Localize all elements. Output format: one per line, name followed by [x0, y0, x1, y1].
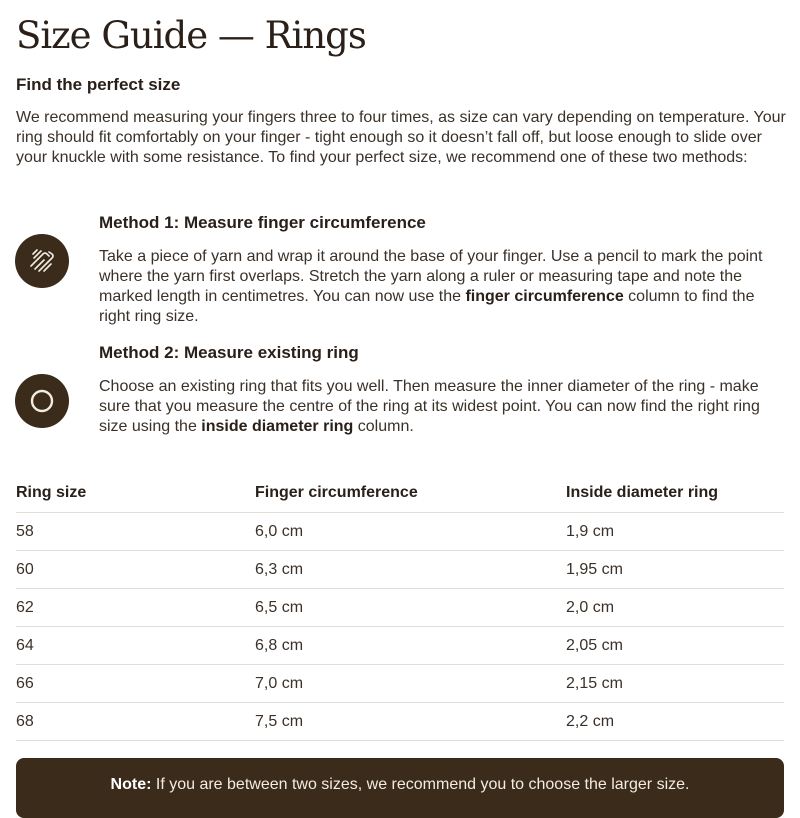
table-row	[16, 551, 784, 589]
ring-icon	[15, 374, 69, 428]
intro-paragraph: We recommend measuring your fingers three to four times, as size can vary depending on temperature. Your ring should fit comfortably on your finger - tight enough so it doesn’t fall off, but loose enough to slide over your knuckle with some resistance. To find your perfect size, we recommend one of these two methods:	[16, 109, 786, 166]
cell-inside-diameter: 2,15 cm	[566, 665, 784, 703]
cell-ring-size: 62	[16, 589, 255, 627]
method-1-highlight: finger circumference	[465, 288, 624, 305]
cell-finger-circumference: 6,8 cm	[255, 627, 566, 665]
cell-ring-size: 64	[16, 627, 255, 665]
method-1-title: Method 1: Measure finger circumference	[99, 213, 426, 232]
cell-inside-diameter: 2,05 cm	[566, 627, 784, 665]
method-1-text: Take a piece of yarn and wrap it around the base of your finger. Use a pencil to mark the point where the yarn first overlaps. Stretch the yarn along a ruler or measuring tape and note the marked length in centimetres. You can now use the finger circumference column to find the right ring size.	[99, 248, 763, 325]
cell-finger-circumference: 6,3 cm	[255, 551, 566, 589]
header-ring-size: Ring size	[16, 474, 255, 513]
size-table	[16, 474, 784, 741]
cell-finger-circumference: 7,0 cm	[255, 665, 566, 703]
note-label: Note:	[110, 776, 152, 793]
header-inside-diameter: Inside diameter ring	[566, 474, 784, 513]
cell-inside-diameter: 1,9 cm	[566, 513, 784, 551]
method-2-highlight: inside diameter ring	[201, 418, 354, 435]
cell-inside-diameter: 2,2 cm	[566, 703, 784, 741]
header-finger-circumference: Finger circumference	[255, 474, 566, 513]
cell-ring-size: 66	[16, 665, 255, 703]
cell-finger-circumference: 6,0 cm	[255, 513, 566, 551]
page-title: Size Guide — Rings	[16, 14, 366, 57]
method-2-title: Method 2: Measure existing ring	[99, 343, 359, 362]
method-2-text: Choose an existing ring that fits you well. Then measure the inner diameter of the ring - make sure that you measure the centre of the ring at its widest point. You can now find the right ring size using the inside diameter ring column.	[99, 378, 760, 435]
table-row	[16, 703, 784, 741]
cell-inside-diameter: 1,95 cm	[566, 551, 784, 589]
table-row	[16, 665, 784, 703]
table-header-row	[16, 474, 784, 513]
section-subtitle: Find the perfect size	[16, 75, 181, 94]
note-banner	[16, 758, 784, 818]
hand-measure-icon	[15, 234, 69, 288]
table-row	[16, 627, 784, 665]
cell-ring-size: 60	[16, 551, 255, 589]
cell-inside-diameter: 2,0 cm	[566, 589, 784, 627]
cell-finger-circumference: 7,5 cm	[255, 703, 566, 741]
cell-ring-size: 58	[16, 513, 255, 551]
table-row	[16, 513, 784, 551]
cell-finger-circumference: 6,5 cm	[255, 589, 566, 627]
cell-ring-size: 68	[16, 703, 255, 741]
note-text: If you are between two sizes, we recommend you to choose the larger size.	[151, 776, 690, 793]
table-row	[16, 589, 784, 627]
